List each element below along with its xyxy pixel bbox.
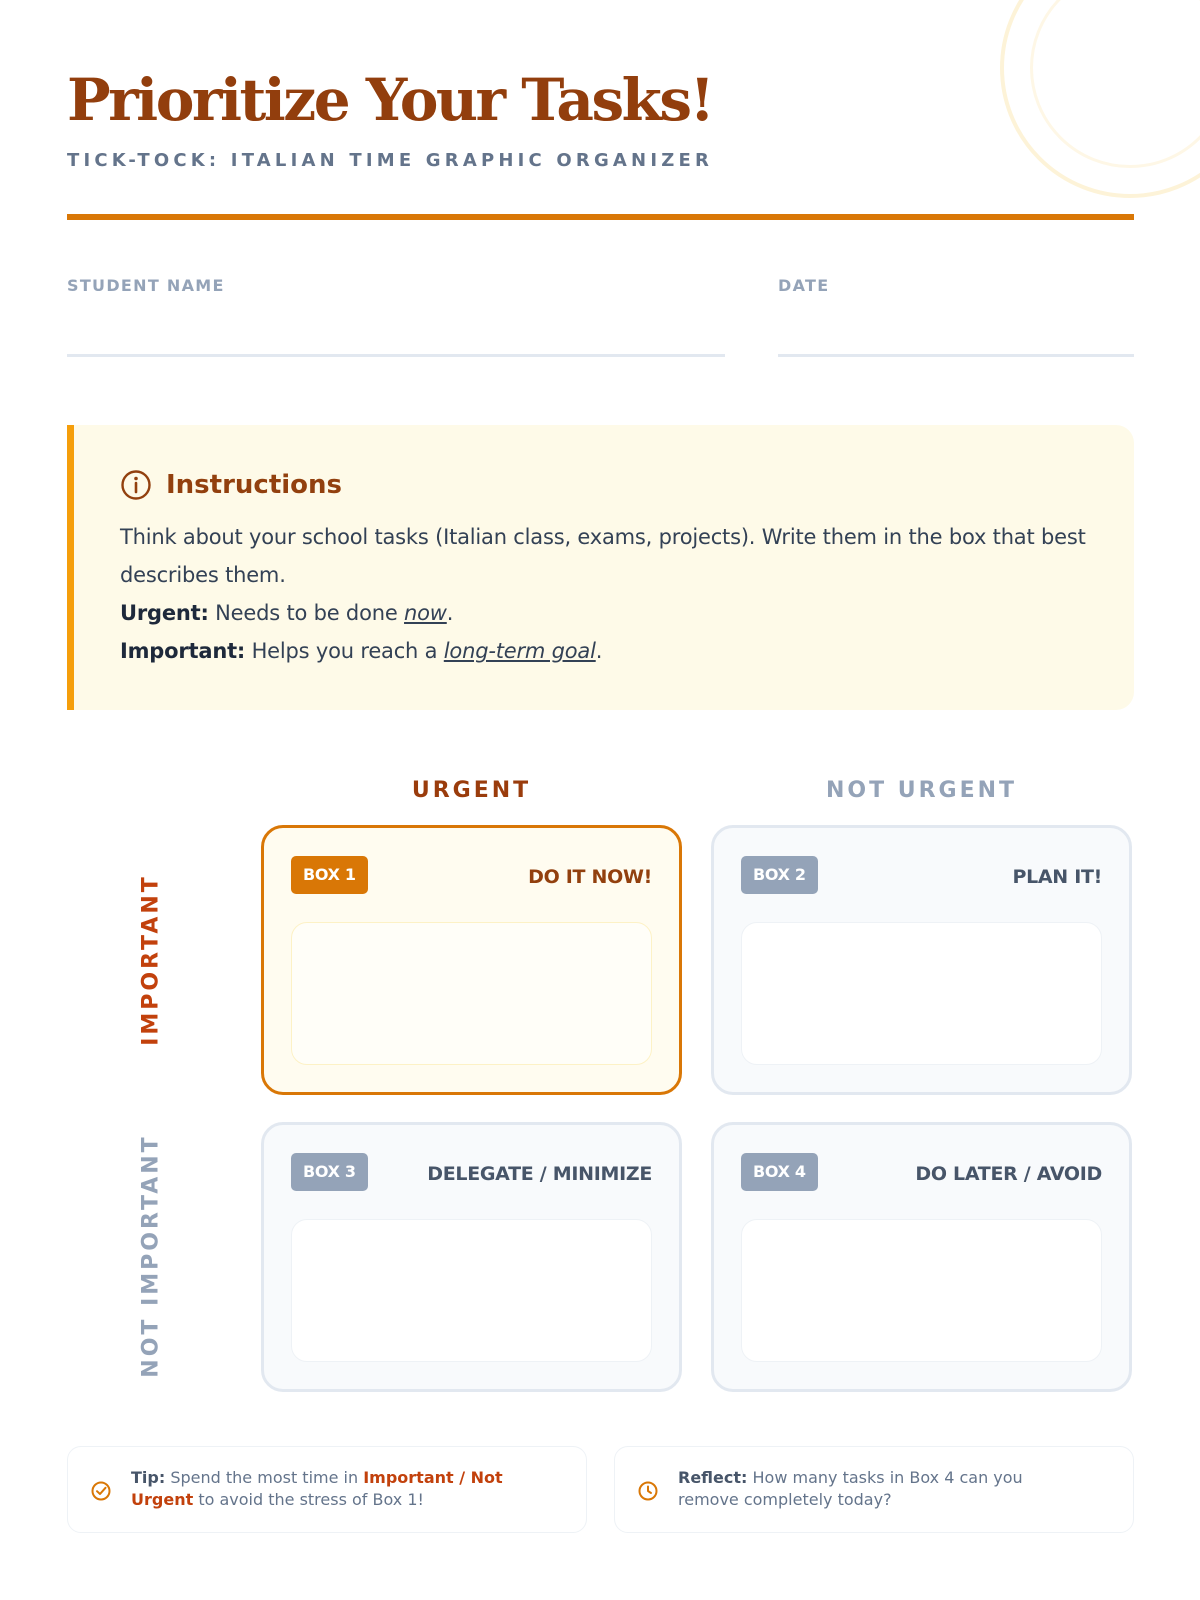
box-action-label: DELEGATE / MINIMIZE: [427, 1163, 652, 1185]
urgent-definition: Urgent: Needs to be done now.: [120, 601, 454, 625]
quadrant-box-1: [261, 825, 682, 1095]
column-header-urgent: URGENT: [411, 778, 532, 803]
box-action-label: PLAN IT!: [1012, 866, 1102, 888]
instructions-panel: [67, 425, 1134, 710]
reflect-text: [678, 1467, 1058, 1511]
instructions-title: Instructions: [166, 470, 343, 500]
header-divider: [67, 214, 1134, 220]
task-writing-area[interactable]: [741, 922, 1102, 1065]
page-subtitle: TICK-TOCK: ITALIAN TIME GRAPHIC ORGANIZER: [67, 150, 714, 171]
tip-card: [67, 1446, 587, 1533]
tip-highlight-2: Urgent: [131, 1490, 194, 1509]
quadrant-box-2: [711, 825, 1132, 1095]
info-icon: [120, 469, 152, 501]
column-header-not-urgent: NOT URGENT: [825, 778, 1018, 803]
row-header-important: IMPORTANT: [138, 874, 164, 1046]
date-field[interactable]: [778, 354, 1134, 357]
tip-highlight-1: Important / Not: [363, 1468, 503, 1487]
instructions-text: Think about your school tasks (Italian class, exams, projects). Write them in the box that best describes them.: [120, 525, 1086, 587]
reflect-card: [614, 1446, 1134, 1533]
urgent-text: Needs to be done: [215, 601, 398, 625]
instructions-body: [120, 518, 1110, 670]
tip-text: [131, 1467, 531, 1511]
row-header-not-important: NOT IMPORTANT: [138, 1134, 164, 1378]
tip-label: Tip:: [131, 1468, 166, 1487]
important-term: Important:: [120, 639, 246, 663]
box-tag: BOX 3: [291, 1153, 368, 1191]
quadrant-box-3: [261, 1122, 682, 1392]
instructions-header: [120, 469, 342, 501]
important-definition: Important: Helps you reach a long-term goal.: [120, 639, 603, 663]
task-writing-area[interactable]: [291, 1219, 652, 1362]
urgent-emphasis: now: [404, 601, 447, 625]
reflect-label: Reflect:: [678, 1468, 748, 1487]
clock-icon: [637, 1480, 659, 1502]
box-tag: BOX 1: [291, 856, 368, 894]
decorative-ring-outer: [1000, 0, 1200, 198]
box-action-label: DO LATER / AVOID: [915, 1163, 1102, 1185]
check-circle-icon: [90, 1480, 112, 1502]
task-writing-area[interactable]: [741, 1219, 1102, 1362]
tip-text-after: to avoid the stress of Box 1!: [198, 1490, 424, 1509]
date-label: DATE: [778, 276, 830, 295]
page-title: Prioritize Your Tasks!: [67, 66, 713, 134]
tip-text-before: Spend the most time in: [170, 1468, 359, 1487]
reflect-question: How many tasks in Box 4 can you remove completely today?: [678, 1468, 1023, 1509]
task-writing-area[interactable]: [291, 922, 652, 1065]
urgent-term: Urgent:: [120, 601, 209, 625]
student-name-field[interactable]: [67, 354, 725, 357]
box-action-label: DO IT NOW!: [528, 866, 652, 888]
box-tag: BOX 4: [741, 1153, 818, 1191]
important-emphasis: long-term goal: [443, 639, 596, 663]
important-text: Helps you reach a: [251, 639, 438, 663]
decorative-ring-inner: [1030, 0, 1200, 168]
quadrant-box-4: [711, 1122, 1132, 1392]
box-tag: BOX 2: [741, 856, 818, 894]
student-name-label: STUDENT NAME: [67, 276, 225, 295]
